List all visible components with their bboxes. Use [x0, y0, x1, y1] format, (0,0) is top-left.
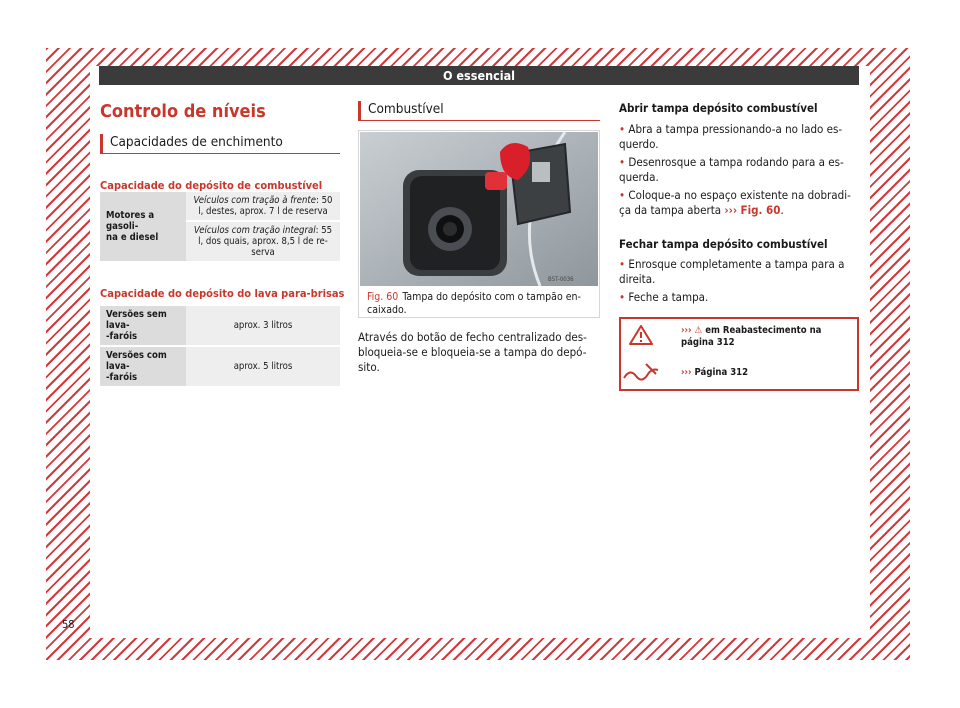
section-title: Controlo de níveis [100, 101, 266, 122]
list-item: • Coloque-a no espaço existente na dobradi-ça da tampa aberta ››› Fig. 60. [619, 188, 851, 217]
washer-capacity-table [100, 304, 340, 388]
table-row [100, 347, 340, 386]
table-row [100, 192, 340, 220]
list-item: • Abra a tampa pressionando-a no lado es-querdo. [619, 122, 843, 151]
warning-icon [628, 324, 654, 346]
list-item: • Desenrosque a tampa rodando para a es-querda. [619, 155, 844, 184]
fuel-capacity-table [100, 190, 340, 263]
table-row [100, 306, 340, 345]
warning-reference[interactable]: ››› ⚠ em Reabastecimento na página 312 [681, 325, 822, 348]
washer-row-value: aprox. 3 litros [186, 306, 340, 345]
fuel-capacity-title: Capacidade do depósito de combustível [100, 179, 323, 192]
washer-row-value: aprox. 5 litros [186, 347, 340, 386]
environment-icon [622, 360, 660, 384]
washer-row-label: Versões sem lava- -faróis [100, 306, 186, 345]
page-number: 58 [62, 618, 75, 631]
figure-label: Fig. 60 [367, 291, 399, 303]
page-reference[interactable]: ››› Página 312 [681, 367, 749, 378]
image-code: B5T-0036 [548, 276, 574, 283]
washer-row-label: Versões com lava- -faróis [100, 347, 186, 386]
close-cap-title: Fechar tampa depósito combustível [619, 237, 828, 251]
front-drive-cell: Veículos com tração à frente: 50 l, destes, aprox. 7 l de reserva [186, 192, 340, 220]
body-paragraph: Através do botão de fecho centralizado des-bloqueia-se e bloqueia-se a tampa do depó-sito. [358, 330, 587, 374]
figure-caption [367, 291, 595, 317]
chapter-header: O essencial [99, 66, 859, 85]
figure-link-arrows[interactable]: ››› [724, 203, 738, 217]
engine-type-label: Motores a gasoli- na e diesel [100, 192, 186, 261]
list-item: • Enrosque completamente a tampa para a direita. [619, 257, 845, 286]
open-cap-title: Abrir tampa depósito combustível [619, 101, 818, 115]
fuel-section-title: Combustível [358, 101, 600, 121]
awd-cell: Veículos com tração integral: 55 l, dos quais, aprox. 8,5 l de re-serva [186, 222, 340, 261]
section-subtitle: Capacidades de enchimento [100, 134, 340, 154]
list-item: • Feche a tampa. [619, 290, 709, 304]
washer-capacity-title: Capacidade do depósito do lava para-brisas [100, 287, 345, 300]
figure-link[interactable]: Fig. 60 [740, 203, 781, 217]
caption-text: Tampa do depósito com o tampão en-caixado. [367, 291, 581, 316]
fuel-door-image [360, 132, 598, 286]
